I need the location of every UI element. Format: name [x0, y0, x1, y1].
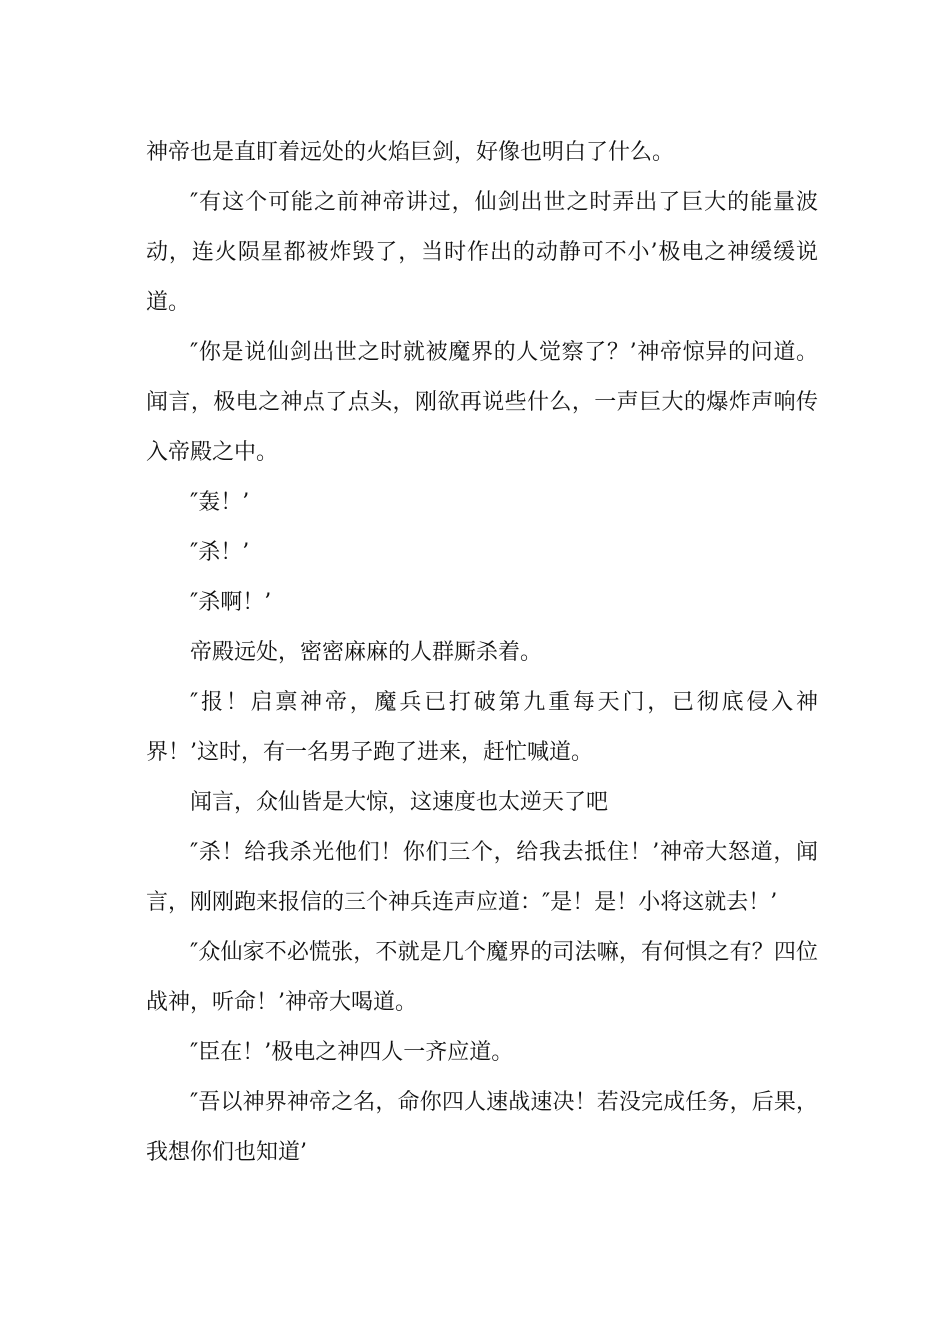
document-body: [146, 128, 818, 1178]
paragraph: ″你是说仙剑出世之时就被魔界的人觉察了？’神帝惊异的问道。闻言，极电之神点了点头，刚欲再说些什么，一声巨大的爆炸声响传入帝殿之中。: [146, 340, 818, 465]
paragraph: ″报！启禀神帝，魔兵已打破第九重每天门，已彻底侵入神界！’这时，有一名男子跑了进来，赶忙喊道。: [146, 690, 818, 765]
paragraph: ″吾以神界神帝之名，命你四人速战速决！若没完成任务，后果，我想你们也知道’: [146, 1090, 818, 1165]
paragraph: 闻言，众仙皆是大惊，这速度也太逆天了吧: [190, 790, 609, 815]
paragraph: ″杀啊！’: [190, 590, 272, 615]
paragraph: ″臣在！’极电之神四人一齐应道。: [190, 1040, 514, 1065]
paragraph: 帝殿远处，密密麻麻的人群厮杀着。: [190, 640, 543, 665]
paragraph: ″杀！给我杀光他们！你们三个，给我去抵住！’神帝大怒道，闻言，刚刚跑来报信的三个神兵连声应道：″是！是！小将这就去！’: [146, 840, 818, 915]
paragraph: 神帝也是直盯着远处的火焰巨剑，好像也明白了什么。: [146, 140, 675, 165]
paragraph: ″杀！’: [190, 540, 250, 565]
paragraph: ″众仙家不必慌张，不就是几个魔界的司法嘛，有何惧之有？四位战神，听命！’神帝大喝道。: [146, 940, 818, 1015]
paragraph: ″有这个可能之前神帝讲过，仙剑出世之时弄出了巨大的能量波动，连火陨星都被炸毁了，当时作出的动静可不小’极电之神缓缓说道。: [146, 190, 818, 315]
paragraph: ″轰！’: [190, 490, 250, 515]
